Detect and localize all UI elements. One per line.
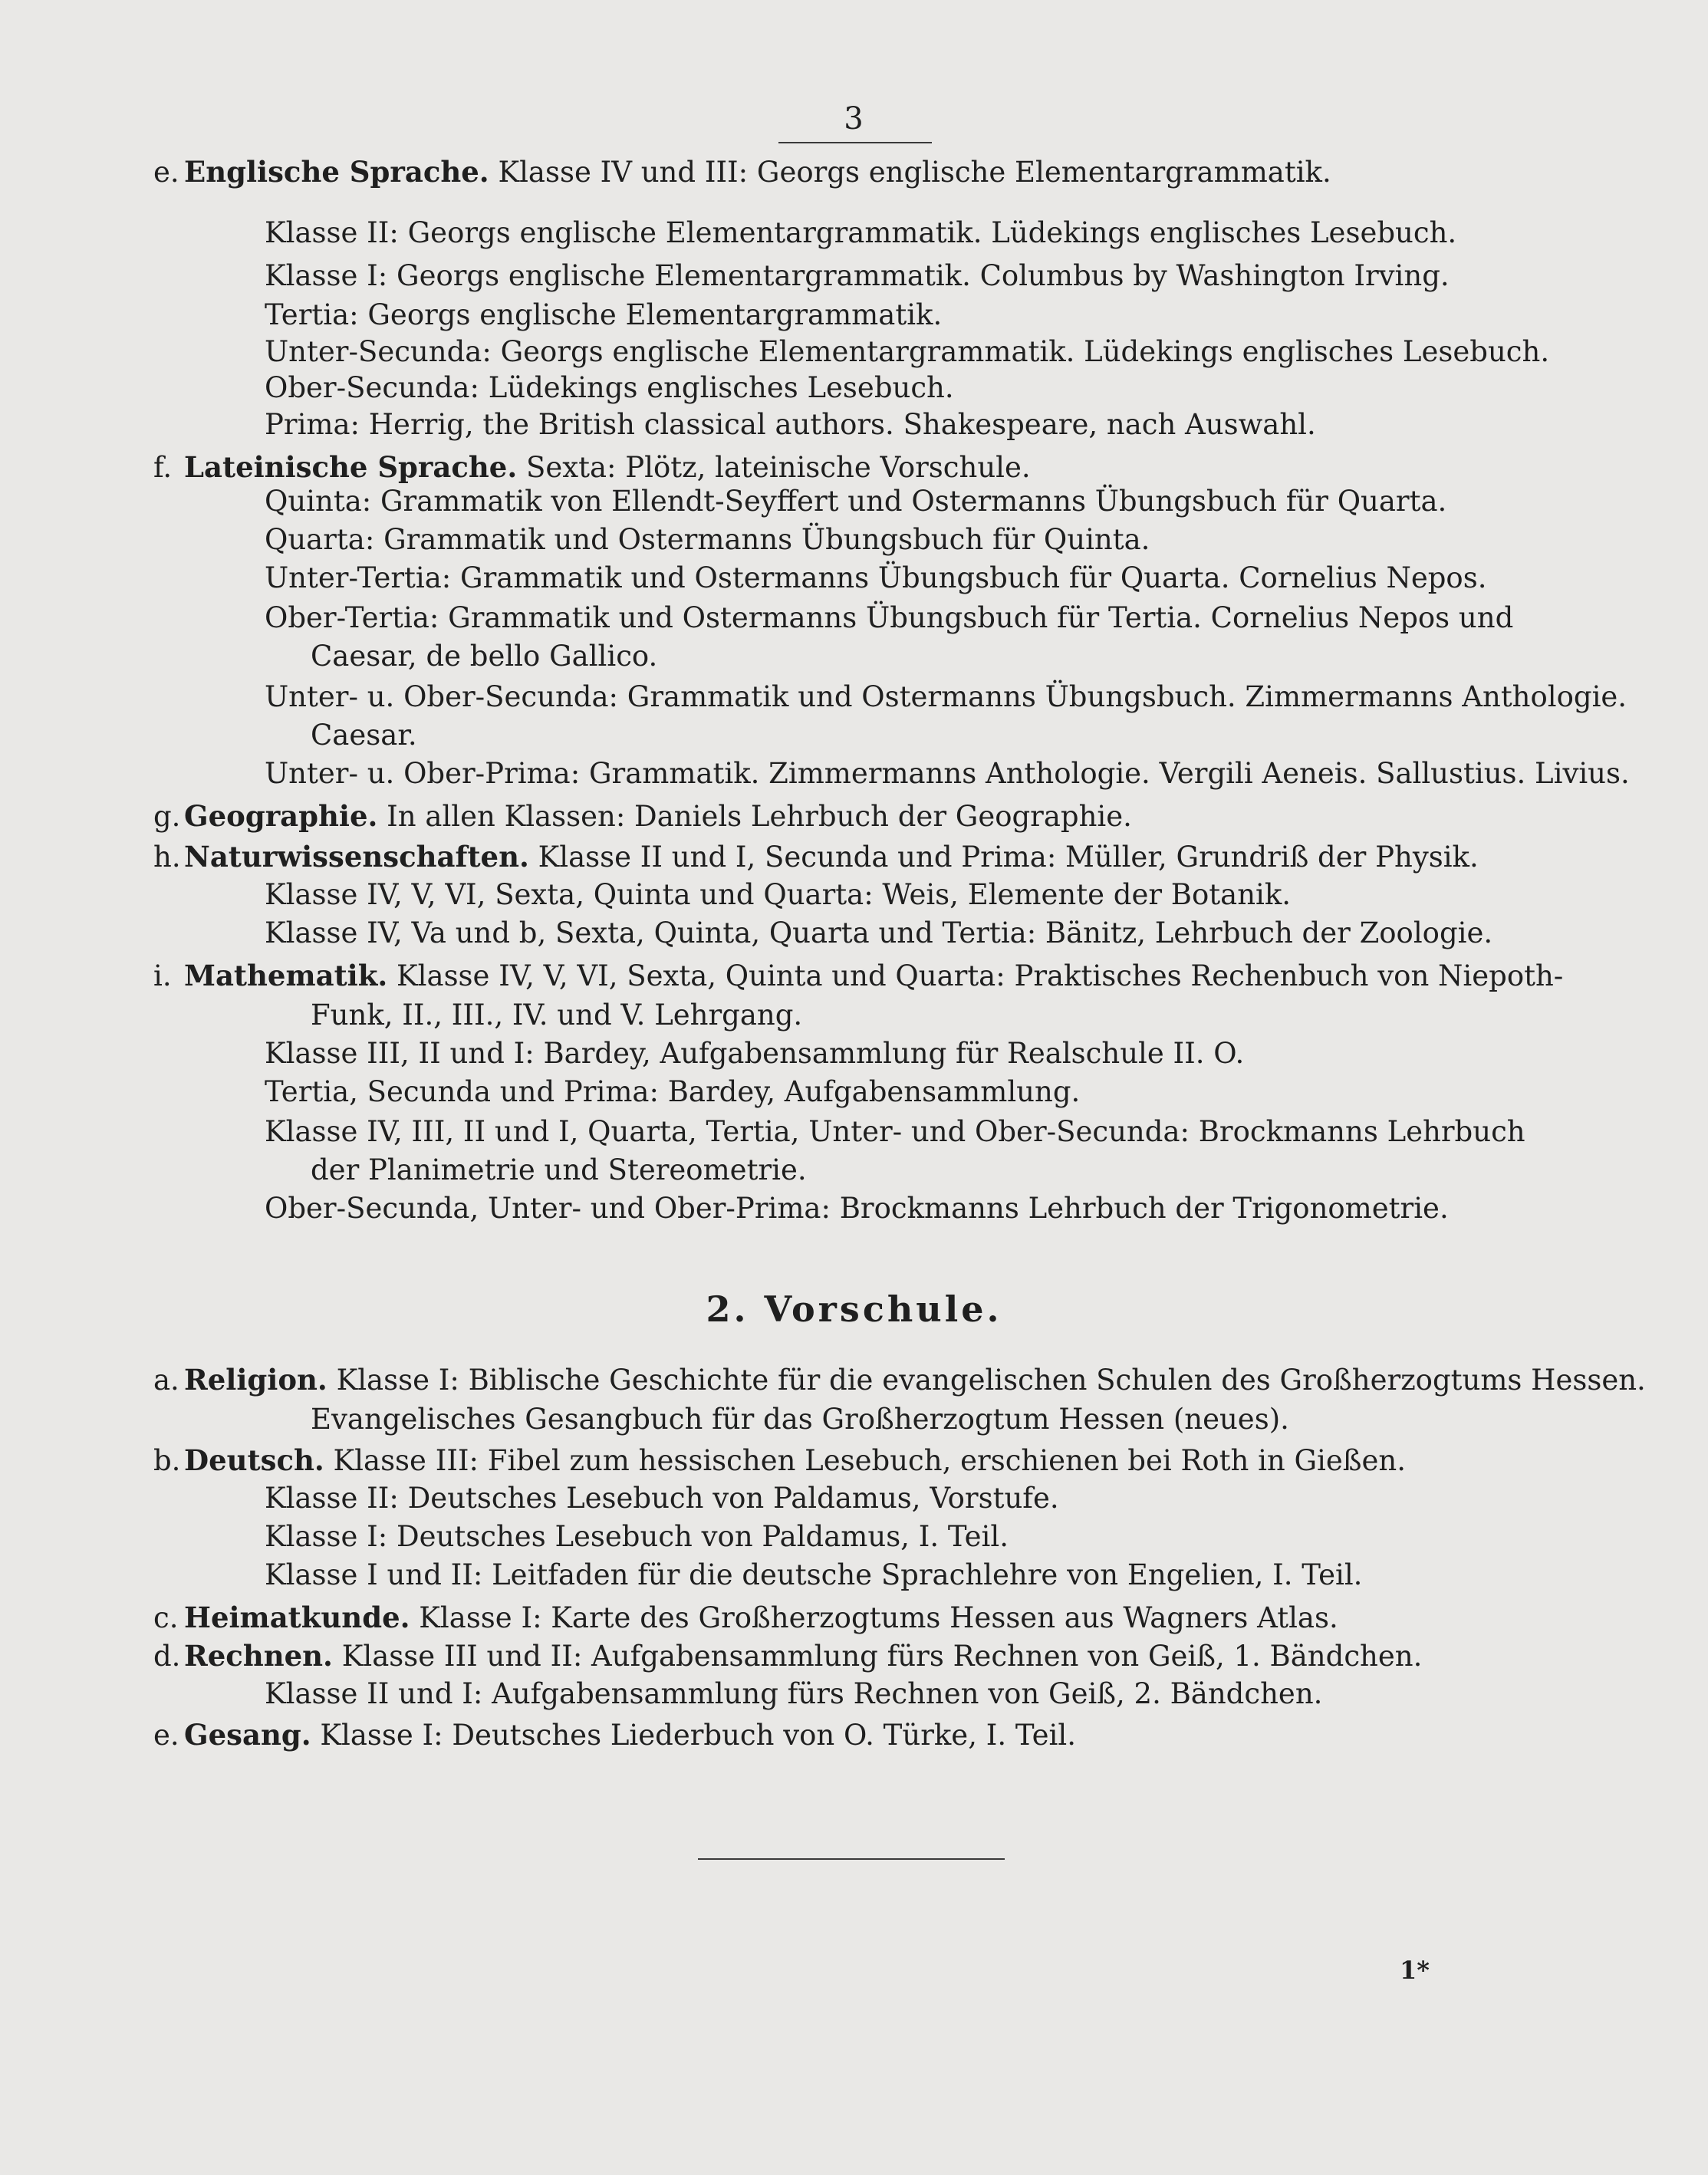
book-entry-line <box>311 717 417 754</box>
book-entry-line <box>153 1637 1422 1675</box>
entry-text: Klasse I: Karte des Großherzogtums Hessen aus Wagners Atlas. <box>419 1601 1338 1634</box>
entry-text: Klasse II: Deutsches Lesebuch von Paldamus, Vorstufe. <box>265 1482 1059 1515</box>
subject-title: Religion. <box>184 1363 327 1397</box>
subject-title: Lateinische Sprache. <box>184 450 518 484</box>
entry-text: Unter- u. Ober-Prima: Grammatik. Zimmermanns Anthologie. Vergili Aeneis. Sallustius. Livius. <box>265 757 1630 790</box>
book-entry-line <box>265 406 1316 443</box>
entry-text: In allen Klassen: Daniels Lehrbuch der Geographie. <box>387 800 1132 833</box>
book-entry-line <box>153 1599 1338 1637</box>
entry-text: Caesar. <box>311 719 417 752</box>
subject-title: Geographie. <box>184 799 378 833</box>
book-entry-line <box>265 1035 1244 1072</box>
book-entry-line <box>265 258 1450 294</box>
book-entry-line <box>265 370 954 406</box>
entry-text: Unter-Tertia: Grammatik und Ostermanns Übungsbuch für Quarta. Cornelius Nepos. <box>265 561 1487 594</box>
book-entry-line <box>265 1480 1059 1517</box>
entry-letter: h. <box>153 841 181 874</box>
entry-letter: i. <box>153 959 172 992</box>
book-entry-line <box>265 600 1513 637</box>
book-entry-line <box>153 957 1563 995</box>
entry-letter: e. <box>153 156 179 189</box>
entry-text: Ober-Secunda, Unter- und Ober-Prima: Brockmanns Lehrbuch der Trigonometrie. <box>265 1192 1449 1225</box>
entry-text: Unter-Secunda: Georgs englische Elementargrammatik. Lüdekings englisches Lesebuch. <box>265 335 1550 368</box>
book-entry-line <box>265 755 1630 792</box>
book-entry-line <box>153 449 1031 486</box>
subject-title: Naturwissenschaften. <box>184 840 529 874</box>
book-entry-line <box>265 334 1549 370</box>
page-number: 3 <box>844 101 864 137</box>
book-entry-line <box>265 1114 1525 1150</box>
book-entry-line <box>311 1401 1289 1438</box>
entry-text: Unter- u. Ober-Secunda: Grammatik und Ostermanns Übungsbuch. Zimmermanns Anthologie. <box>265 680 1627 713</box>
book-entry-line <box>265 1190 1449 1227</box>
entry-letter: c. <box>153 1601 179 1634</box>
subject-title: Heimatkunde. <box>184 1601 410 1634</box>
entry-text: Klasse I: Biblische Geschichte für die evangelischen Schulen des Großherzogtums Hessen. <box>336 1364 1646 1397</box>
subject-title: Englische Sprache. <box>184 155 489 189</box>
entry-text: Klasse IV, III, II und I, Quarta, Tertia, Unter- und Ober-Secunda: Brockmanns Lehrbuch <box>265 1115 1525 1148</box>
book-entry-line <box>265 1676 1322 1713</box>
book-entry-line <box>265 560 1486 597</box>
entry-text: Funk, II., III., IV. und V. Lehrgang. <box>311 999 803 1032</box>
entry-text: Klasse IV und III: Georgs englische Elementargrammatik. <box>498 156 1331 189</box>
entry-text: Ober-Secunda: Lüdekings englisches Lesebuch. <box>265 371 954 404</box>
book-entry-line <box>265 915 1492 952</box>
entry-text: Klasse I: Deutsches Liederbuch von O. Türke, I. Teil. <box>320 1719 1076 1752</box>
book-entry-line <box>153 1442 1406 1479</box>
book-entry-line <box>265 297 942 334</box>
section-heading: 2. Vorschule. <box>706 1288 1002 1330</box>
entry-letter: b. <box>153 1444 181 1477</box>
entry-text: Sexta: Plötz, lateinische Vorschule. <box>526 451 1031 484</box>
book-entry-line <box>311 1152 807 1189</box>
entry-text: Caesar, de bello Gallico. <box>311 640 658 673</box>
entry-text: Klasse IV, V, VI, Sexta, Quinta und Quarta: Weis, Elemente der Botanik. <box>265 878 1292 911</box>
subject-title: Deutsch. <box>184 1443 324 1477</box>
entry-text: der Planimetrie und Stereometrie. <box>311 1153 807 1186</box>
book-entry-line <box>265 483 1446 520</box>
book-entry-line <box>153 798 1132 835</box>
entry-letter: d. <box>153 1640 181 1673</box>
entry-text: Klasse I und II: Leitfaden für die deutsche Sprachlehre von Engelien, I. Teil. <box>265 1558 1363 1591</box>
entry-text: Quinta: Grammatik von Ellendt-Seyffert und Ostermanns Übungsbuch für Quarta. <box>265 485 1447 518</box>
book-entry-line <box>153 838 1479 876</box>
subject-title: Rechnen. <box>184 1639 333 1673</box>
entry-text: Klasse I: Deutsches Lesebuch von Paldamus, I. Teil. <box>265 1520 1009 1553</box>
book-entry-line <box>265 1074 1080 1111</box>
book-entry-line <box>311 997 802 1034</box>
entry-text: Klasse III und II: Aufgabensammlung fürs Rechnen von Geiß, 1. Bändchen. <box>341 1640 1423 1673</box>
entry-letter: a. <box>153 1364 179 1397</box>
entry-text: Klasse II und I: Aufgabensammlung fürs Rechnen von Geiß, 2. Bändchen. <box>265 1677 1323 1710</box>
entry-letter: f. <box>153 451 173 484</box>
book-entry-line <box>265 522 1150 558</box>
entry-text: Prima: Herrig, the British classical authors. Shakespeare, nach Auswahl. <box>265 408 1316 441</box>
entry-text: Klasse II und I, Secunda und Prima: Müller, Grundriß der Physik. <box>538 841 1479 874</box>
entry-text: Klasse III, II und I: Bardey, Aufgabensammlung für Realschule II. O. <box>265 1037 1245 1070</box>
entry-text: Tertia, Secunda und Prima: Bardey, Aufgabensammlung. <box>265 1075 1081 1108</box>
book-entry-line <box>265 215 1456 252</box>
book-entry-line <box>153 1716 1076 1754</box>
top-rule <box>778 142 932 143</box>
book-entry-line <box>265 1519 1009 1555</box>
entry-text: Klasse I: Georgs englische Elementargrammatik. Columbus by Washington Irving. <box>265 259 1450 292</box>
entry-text: Klasse II: Georgs englische Elementargrammatik. Lüdekings englisches Lesebuch. <box>265 216 1457 249</box>
entry-text: Evangelisches Gesangbuch für das Großherzogtum Hessen (neues). <box>311 1403 1289 1436</box>
entry-text: Tertia: Georgs englische Elementargrammatik. <box>265 298 943 331</box>
entry-text: Quarta: Grammatik und Ostermanns Übungsbuch für Quinta. <box>265 523 1150 556</box>
entry-text: Klasse IV, Va und b, Sexta, Quinta, Quarta und Tertia: Bänitz, Lehrbuch der Zoologie. <box>265 916 1493 949</box>
book-entry-line <box>265 1557 1362 1594</box>
entry-text: Klasse IV, V, VI, Sexta, Quinta und Quarta: Praktisches Rechenbuch von Niepoth- <box>397 959 1564 992</box>
entry-text: Klasse III: Fibel zum hessischen Lesebuch, erschienen bei Roth in Gießen. <box>333 1444 1406 1477</box>
book-entry-line <box>311 638 657 675</box>
subject-title: Gesang. <box>184 1718 311 1752</box>
book-entry-line <box>153 1361 1646 1399</box>
subject-title: Mathematik. <box>184 959 388 992</box>
book-entry-line <box>265 877 1291 913</box>
book-entry-line <box>265 679 1627 716</box>
entry-letter: g. <box>153 800 181 833</box>
entry-text: Ober-Tertia: Grammatik und Ostermanns Übungsbuch für Tertia. Cornelius Nepos und <box>265 601 1514 634</box>
footer-signature: 1* <box>1400 1956 1430 1985</box>
bottom-rule <box>698 1858 1005 1860</box>
book-entry-line <box>153 153 1331 191</box>
entry-letter: e. <box>153 1719 179 1752</box>
